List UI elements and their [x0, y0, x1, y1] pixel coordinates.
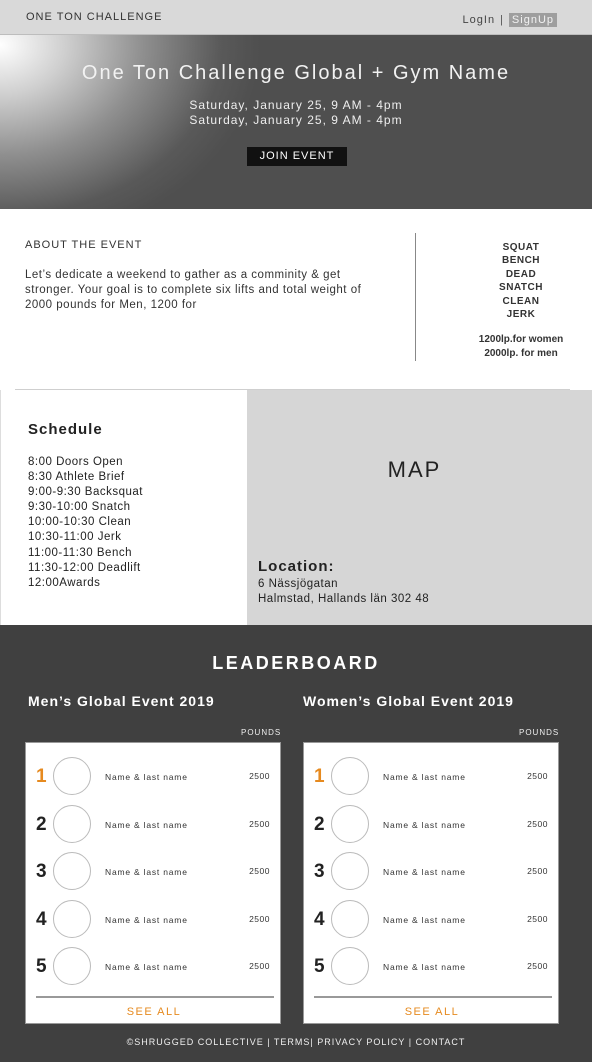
brand-logo-text[interactable]: ONE TON CHALLENGE: [26, 11, 163, 23]
men-see-all-link[interactable]: SEE ALL: [126, 1006, 182, 1018]
footer-links[interactable]: ©SHRUGGED COLLECTIVE | TERMS| PRIVACY POLICY | CONTACT: [126, 1037, 466, 1047]
signup-button[interactable]: SignUp: [509, 13, 557, 27]
athlete-name: Name & last name: [383, 820, 466, 830]
athlete-name: Name & last name: [105, 915, 188, 925]
athlete-pounds: 2500: [249, 866, 270, 876]
lift-item: BENCH: [501, 255, 541, 267]
athlete-name: Name & last name: [105, 867, 188, 877]
athlete-pounds: 2500: [249, 961, 270, 971]
avatar: [53, 757, 91, 795]
men-total: 2000lp. for men: [484, 347, 558, 359]
women-total: 1200lp.for women: [478, 334, 564, 345]
event-title: One Ton Challenge Global + Gym Name: [81, 62, 511, 84]
rank-number: 4: [314, 909, 325, 930]
login-link[interactable]: LogIn: [462, 14, 496, 26]
about-divider: [415, 233, 416, 361]
men-board-title: Men’s Global Event 2019: [28, 693, 215, 709]
leaderboard-row[interactable]: [26, 804, 282, 844]
rank-number: 5: [314, 956, 325, 977]
schedule-item: 10:30-11:00 Jerk: [28, 531, 122, 544]
leaderboard-row[interactable]: [304, 899, 560, 939]
location-heading: Location:: [258, 558, 335, 575]
schedule-item: 11:30-12:00 Deadlift: [28, 561, 141, 574]
event-date-secondary: Saturday, January 25, 9 AM - 4pm: [189, 113, 403, 127]
map-placeholder-label: MAP: [387, 457, 442, 482]
athlete-pounds: 2500: [527, 771, 548, 781]
athlete-name: Name & last name: [383, 962, 466, 972]
schedule-item: 9:30-10:00 Snatch: [28, 501, 131, 514]
athlete-name: Name & last name: [383, 772, 466, 782]
rank-number: 3: [314, 861, 325, 882]
leaderboard-section: [0, 625, 592, 1062]
avatar: [331, 852, 369, 890]
lift-item: DEAD: [505, 268, 537, 280]
athlete-pounds: 2500: [249, 771, 270, 781]
rank-number: 1: [314, 766, 325, 787]
athlete-pounds: 2500: [527, 914, 548, 924]
join-event-button[interactable]: JOIN EVENT: [247, 147, 347, 166]
leaderboard-row[interactable]: [26, 899, 282, 939]
avatar: [331, 947, 369, 985]
avatar: [331, 900, 369, 938]
avatar: [331, 805, 369, 843]
leaderboard-row[interactable]: [304, 851, 560, 891]
avatar: [53, 900, 91, 938]
schedule-heading: Schedule: [28, 421, 103, 438]
event-date: Saturday, January 25, 9 AM - 4pm: [189, 98, 403, 112]
about-description: Let’s dedicate a weekend to gather as a comminity & get stronger. Your goal is to complete six lifts and total weight of 2000 pounds for Men, 1200 for: [25, 269, 362, 311]
athlete-name: Name & last name: [383, 867, 466, 877]
address-city: Halmstad, Hallands län 302 48: [258, 593, 430, 605]
card-divider: [314, 996, 552, 998]
hero-banner: [0, 35, 592, 209]
leaderboard-row[interactable]: [304, 946, 560, 986]
women-see-all-link[interactable]: SEE ALL: [404, 1006, 460, 1018]
women-pounds-label: POUNDS: [519, 728, 560, 737]
about-heading: ABOUT THE EVENT: [25, 239, 143, 251]
rank-number: 3: [36, 861, 47, 882]
address-street: 6 Nässjögatan: [258, 578, 339, 590]
lifts-list: [440, 241, 592, 321]
lift-item: JERK: [506, 309, 536, 321]
leaderboard-row[interactable]: [26, 851, 282, 891]
schedule-panel: [0, 390, 247, 625]
lift-item: SNATCH: [499, 282, 543, 294]
auth-separator: |: [500, 14, 504, 26]
rank-number: 5: [36, 956, 47, 977]
schedule-item: 8:00 Doors Open: [28, 456, 124, 468]
men-pounds-label: POUNDS: [241, 728, 282, 737]
rank-number: 2: [36, 814, 47, 835]
schedule-item: 12:00Awards: [28, 576, 101, 589]
map-panel[interactable]: [247, 390, 592, 625]
athlete-pounds: 2500: [249, 819, 270, 829]
weight-totals: [440, 333, 592, 360]
athlete-pounds: 2500: [527, 961, 548, 971]
top-nav-bar: [0, 0, 592, 35]
schedule-list: [28, 455, 143, 591]
athlete-name: Name & last name: [105, 820, 188, 830]
lift-item: CLEAN: [502, 295, 540, 307]
athlete-pounds: 2500: [249, 914, 270, 924]
athlete-pounds: 2500: [527, 866, 548, 876]
athlete-name: Name & last name: [383, 915, 466, 925]
men-leaderboard-card: [25, 742, 281, 1024]
auth-links: [463, 13, 557, 27]
schedule-item: 9:00-9:30 Backsquat: [28, 486, 143, 499]
leaderboard-row[interactable]: [304, 804, 560, 844]
avatar: [331, 757, 369, 795]
women-leaderboard-card: [303, 742, 559, 1024]
leaderboard-row[interactable]: [26, 756, 282, 796]
leaderboard-row[interactable]: [26, 946, 282, 986]
card-divider: [36, 996, 274, 998]
rank-number: 2: [314, 814, 325, 835]
schedule-item: 11:00-11:30 Bench: [28, 546, 132, 559]
avatar: [53, 852, 91, 890]
schedule-item: 8:30 Athlete Brief: [28, 471, 125, 484]
athlete-pounds: 2500: [527, 819, 548, 829]
women-board-title: Women’s Global Event 2019: [303, 693, 514, 709]
rank-number: 1: [36, 766, 47, 787]
avatar: [53, 805, 91, 843]
avatar: [53, 947, 91, 985]
rank-number: 4: [36, 909, 47, 930]
schedule-item: 10:00-10:30 Clean: [28, 516, 132, 529]
athlete-name: Name & last name: [105, 962, 188, 972]
leaderboard-row[interactable]: [304, 756, 560, 796]
leaderboard-heading: LEADERBOARD: [212, 653, 380, 673]
lift-item: SQUAT: [502, 242, 540, 253]
athlete-name: Name & last name: [105, 772, 188, 782]
